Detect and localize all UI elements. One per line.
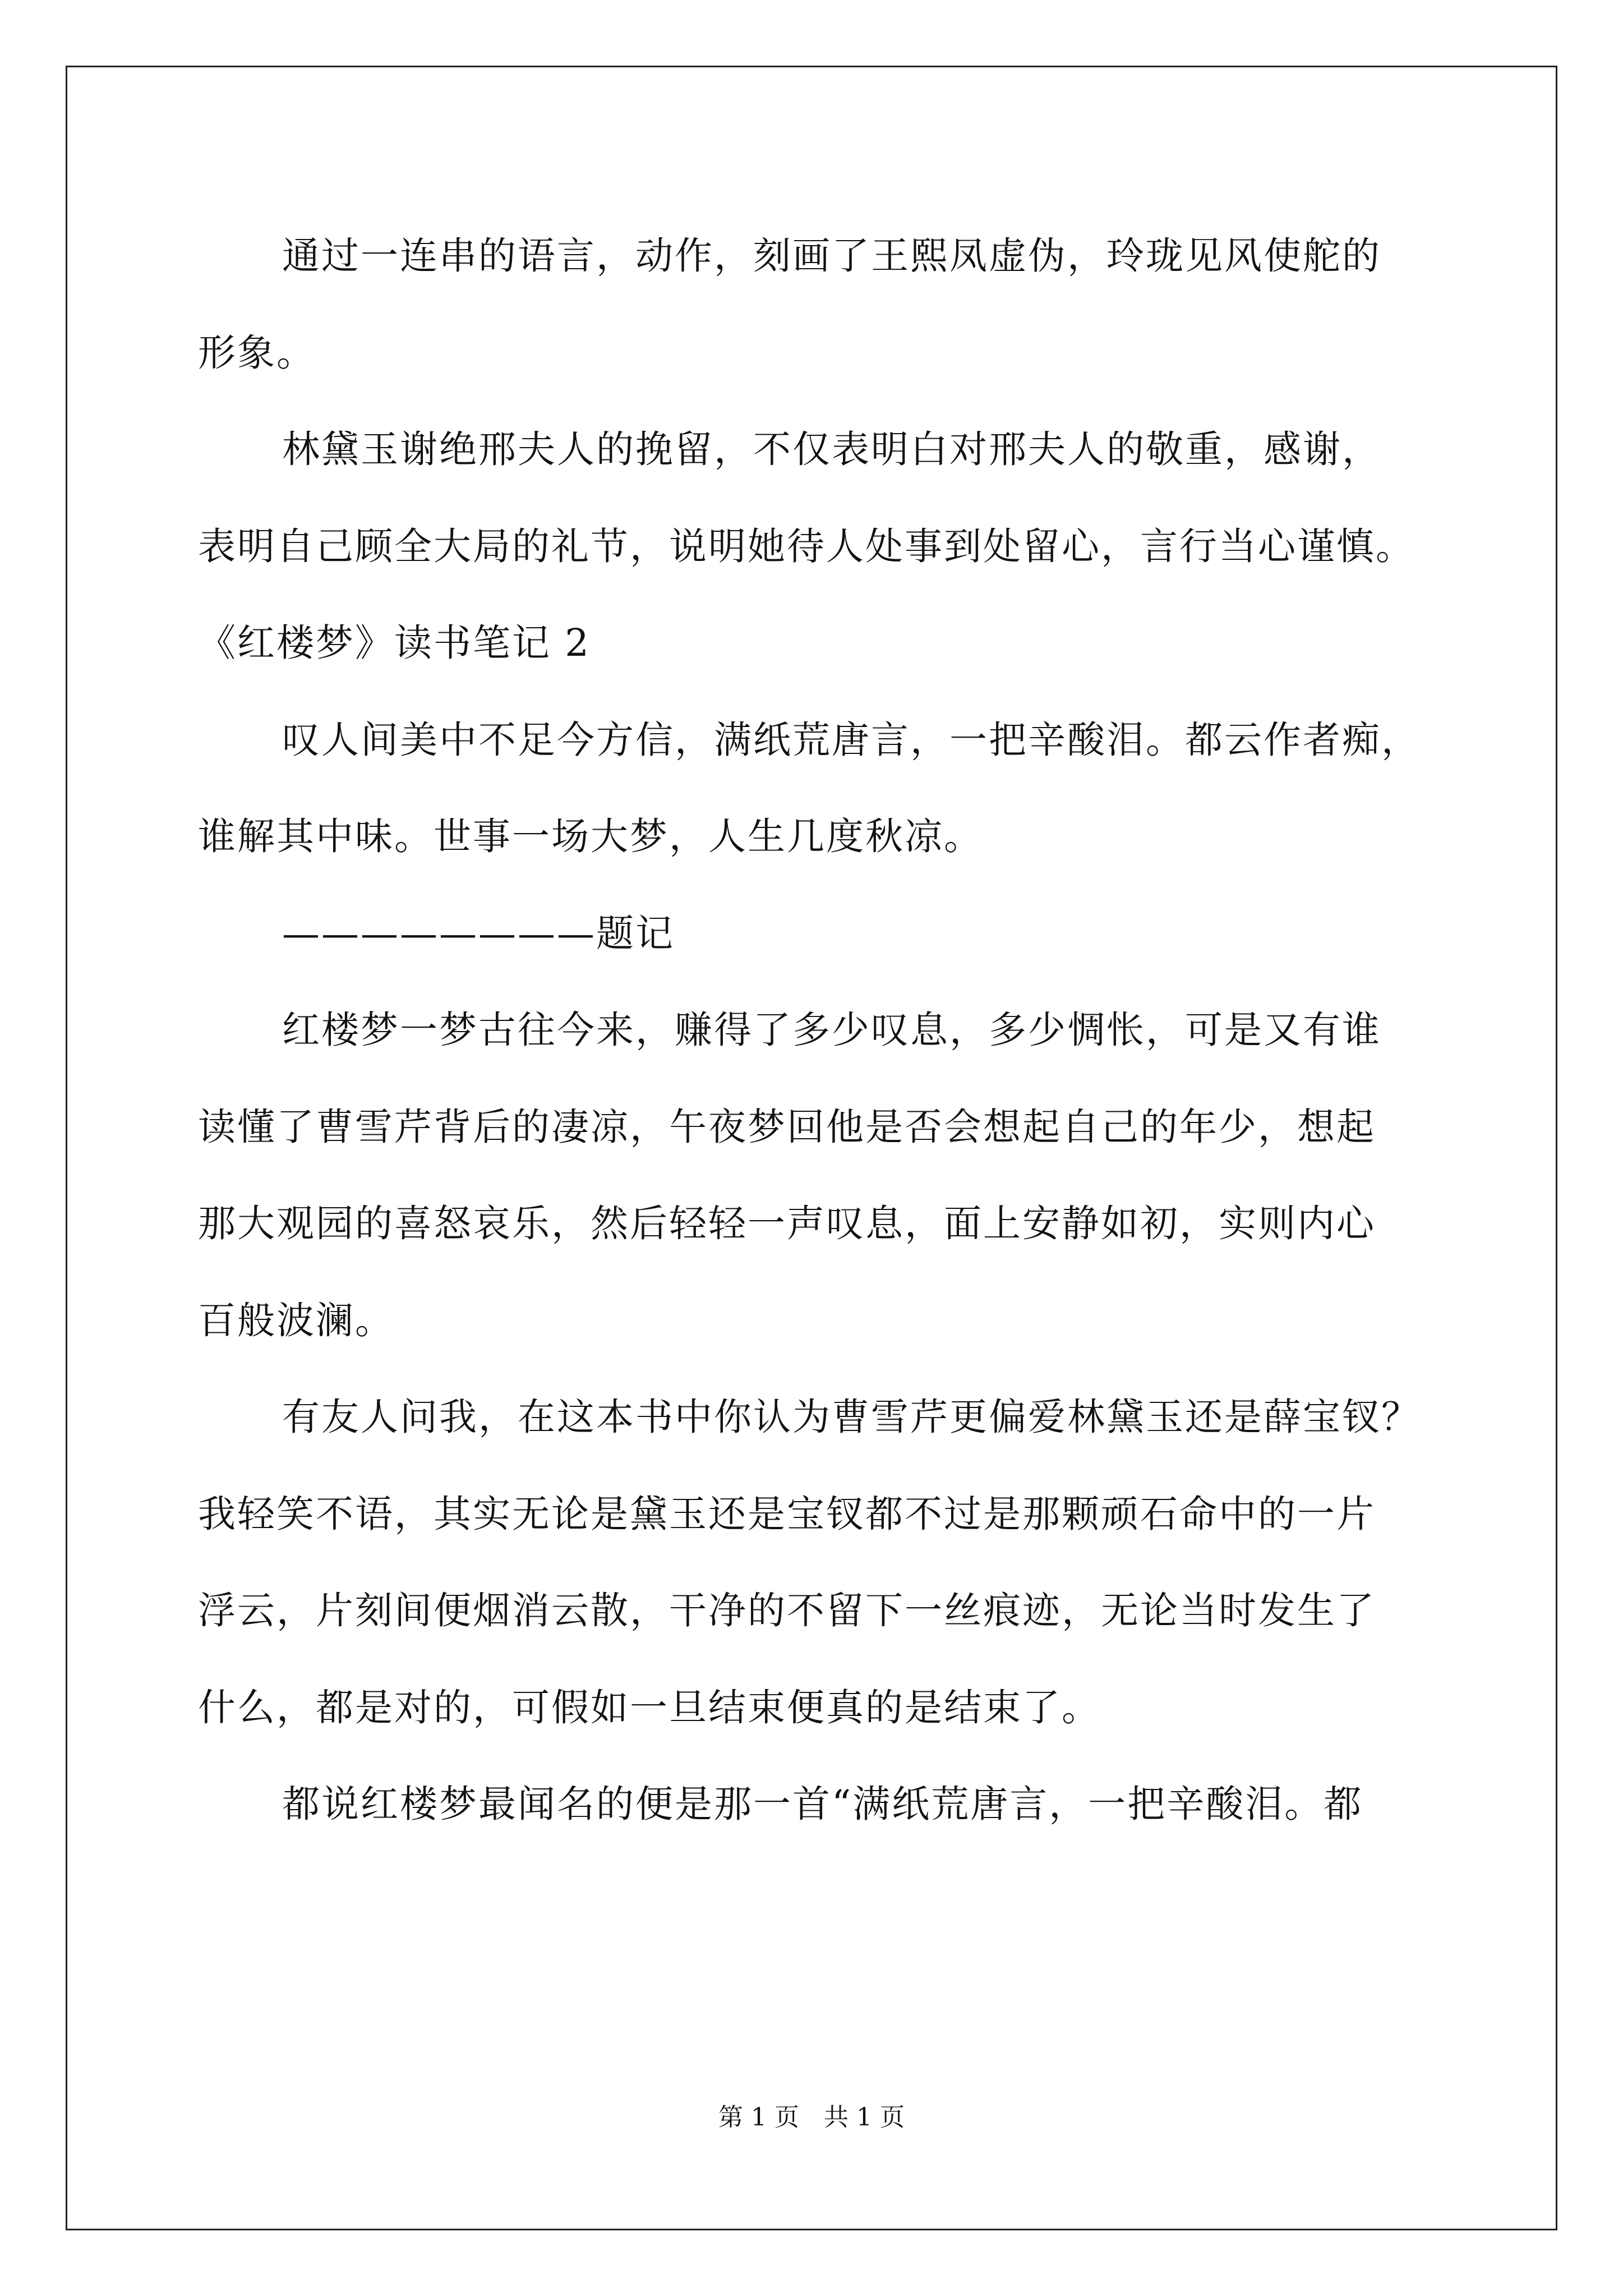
text-line: 都说红楼梦最闻名的便是那一首“满纸荒唐言，一把辛酸泪。都 (282, 1782, 1363, 1826)
text-line: 什么，都是对的，可假如一旦结束便真的是结束了。 (198, 1685, 1101, 1729)
text-line: 表明自己顾全大局的礼节，说明她待人处事到处留心，言行当心谨慎。 (198, 524, 1415, 568)
text-line: 红楼梦一梦古往今来，赚得了多少叹息，多少惆怅，可是又有谁 (282, 1008, 1381, 1052)
text-line: 我轻笑不语，其实无论是黛玉还是宝钗都不过是那颗顽石命中的一片 (198, 1492, 1376, 1536)
text-line: 林黛玉谢绝邢夫人的挽留，不仅表明白对邢夫人的敬重，感谢， (282, 427, 1381, 471)
page-number-footer: 第 1 页 共 1 页 (718, 2103, 905, 2132)
section-heading: 《红楼梦》读书笔记 2 (198, 621, 591, 665)
text-line: 百般波澜。 (198, 1298, 394, 1342)
text-line: 有友人问我，在这本书中你认为曹雪芹更偏爱林黛玉还是薛宝钗？ (282, 1395, 1421, 1439)
document-body (198, 208, 1432, 1853)
text-line: 通过一连串的语言，动作，刻画了王熙凤虚伪，玲珑见风使舵的 (282, 234, 1381, 278)
text-line: 那大观园的喜怒哀乐，然后轻轻一声叹息，面上安静如初，实则内心 (198, 1202, 1376, 1245)
text-line: 叹人间美中不足今方信，满纸荒唐言，一把辛酸泪。都云作者痴， (282, 717, 1421, 762)
epigraph-attribution: ————————题记 (282, 911, 675, 955)
text-line: 形象。 (198, 330, 316, 375)
text-line: 谁解其中味。世事一场大梦，人生几度秋凉。 (198, 815, 983, 858)
text-line: 浮云，片刻间便烟消云散，干净的不留下一丝痕迹，无论当时发生了 (198, 1589, 1376, 1632)
text-line: 读懂了曹雪芹背后的凄凉，午夜梦回他是否会想起自己的年少，想起 (198, 1105, 1376, 1149)
